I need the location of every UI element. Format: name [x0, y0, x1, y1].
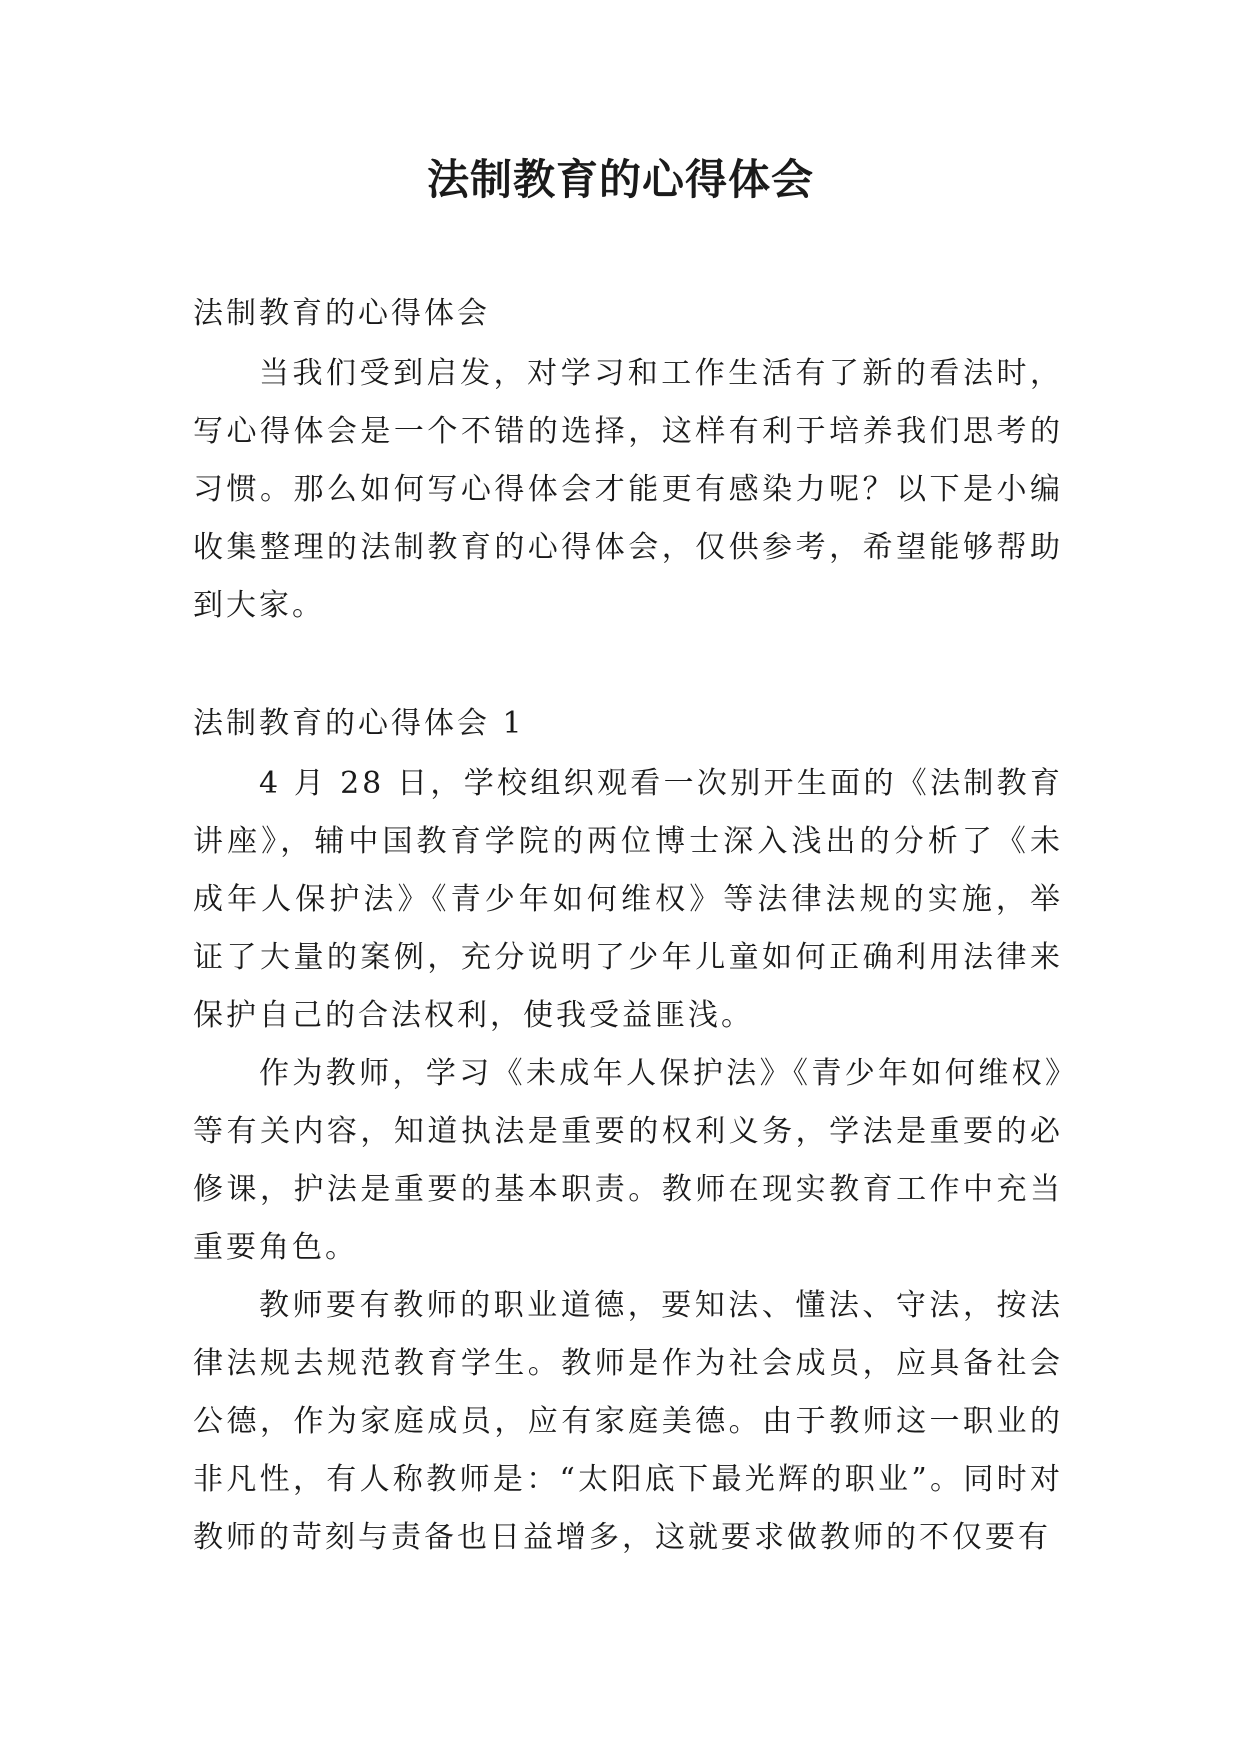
- document-title: 法制教育的心得体会: [426, 155, 814, 204]
- intro-paragraph: 当我们受到启发，对学习和工作生活有了新的看法时，写心得体会是一个不错的选择，这样有利于培养我们思考的习惯。那么如何写心得体会才能更有感染力呢？以下是小编收集整理的法制教育的心得体会，仅供参考，希望能够帮助到大家。: [193, 356, 1063, 623]
- intro-heading: 法制教育的心得体会: [193, 296, 490, 331]
- section-1-paragraph-1: 4 月 28 日，学校组织观看一次别开生面的《法制教育讲座》，辅中国教育学院的两位博士深入浅出的分析了《未成年人保护法》《青少年如何维权》等法律法规的实施，举证了大量的案例，充分说明了少年儿童如何正确利用法律来保护自己的合法权利，使我受益匪浅。: [193, 766, 1063, 1033]
- section-1-heading: 法制教育的心得体会 1: [193, 706, 525, 741]
- section-1-paragraph-2: 作为教师，学习《未成年人保护法》《青少年如何维权》等有关内容，知道执法是重要的权利义务，学法是重要的必修课，护法是重要的基本职责。教师在现实教育工作中充当重要角色。: [193, 1056, 1063, 1265]
- section-1-paragraph-3: 教师要有教师的职业道德，要知法、懂法、守法，按法律法规去规范教育学生。教师是作为社会成员，应具备社会公德，作为家庭成员，应有家庭美德。由于教师这一职业的非凡性，有人称教师是：“太阳底下最光辉的职业”。同时对教师的苛刻与责备也日益增多，这就要求做教师的不仅要有: [193, 1288, 1063, 1555]
